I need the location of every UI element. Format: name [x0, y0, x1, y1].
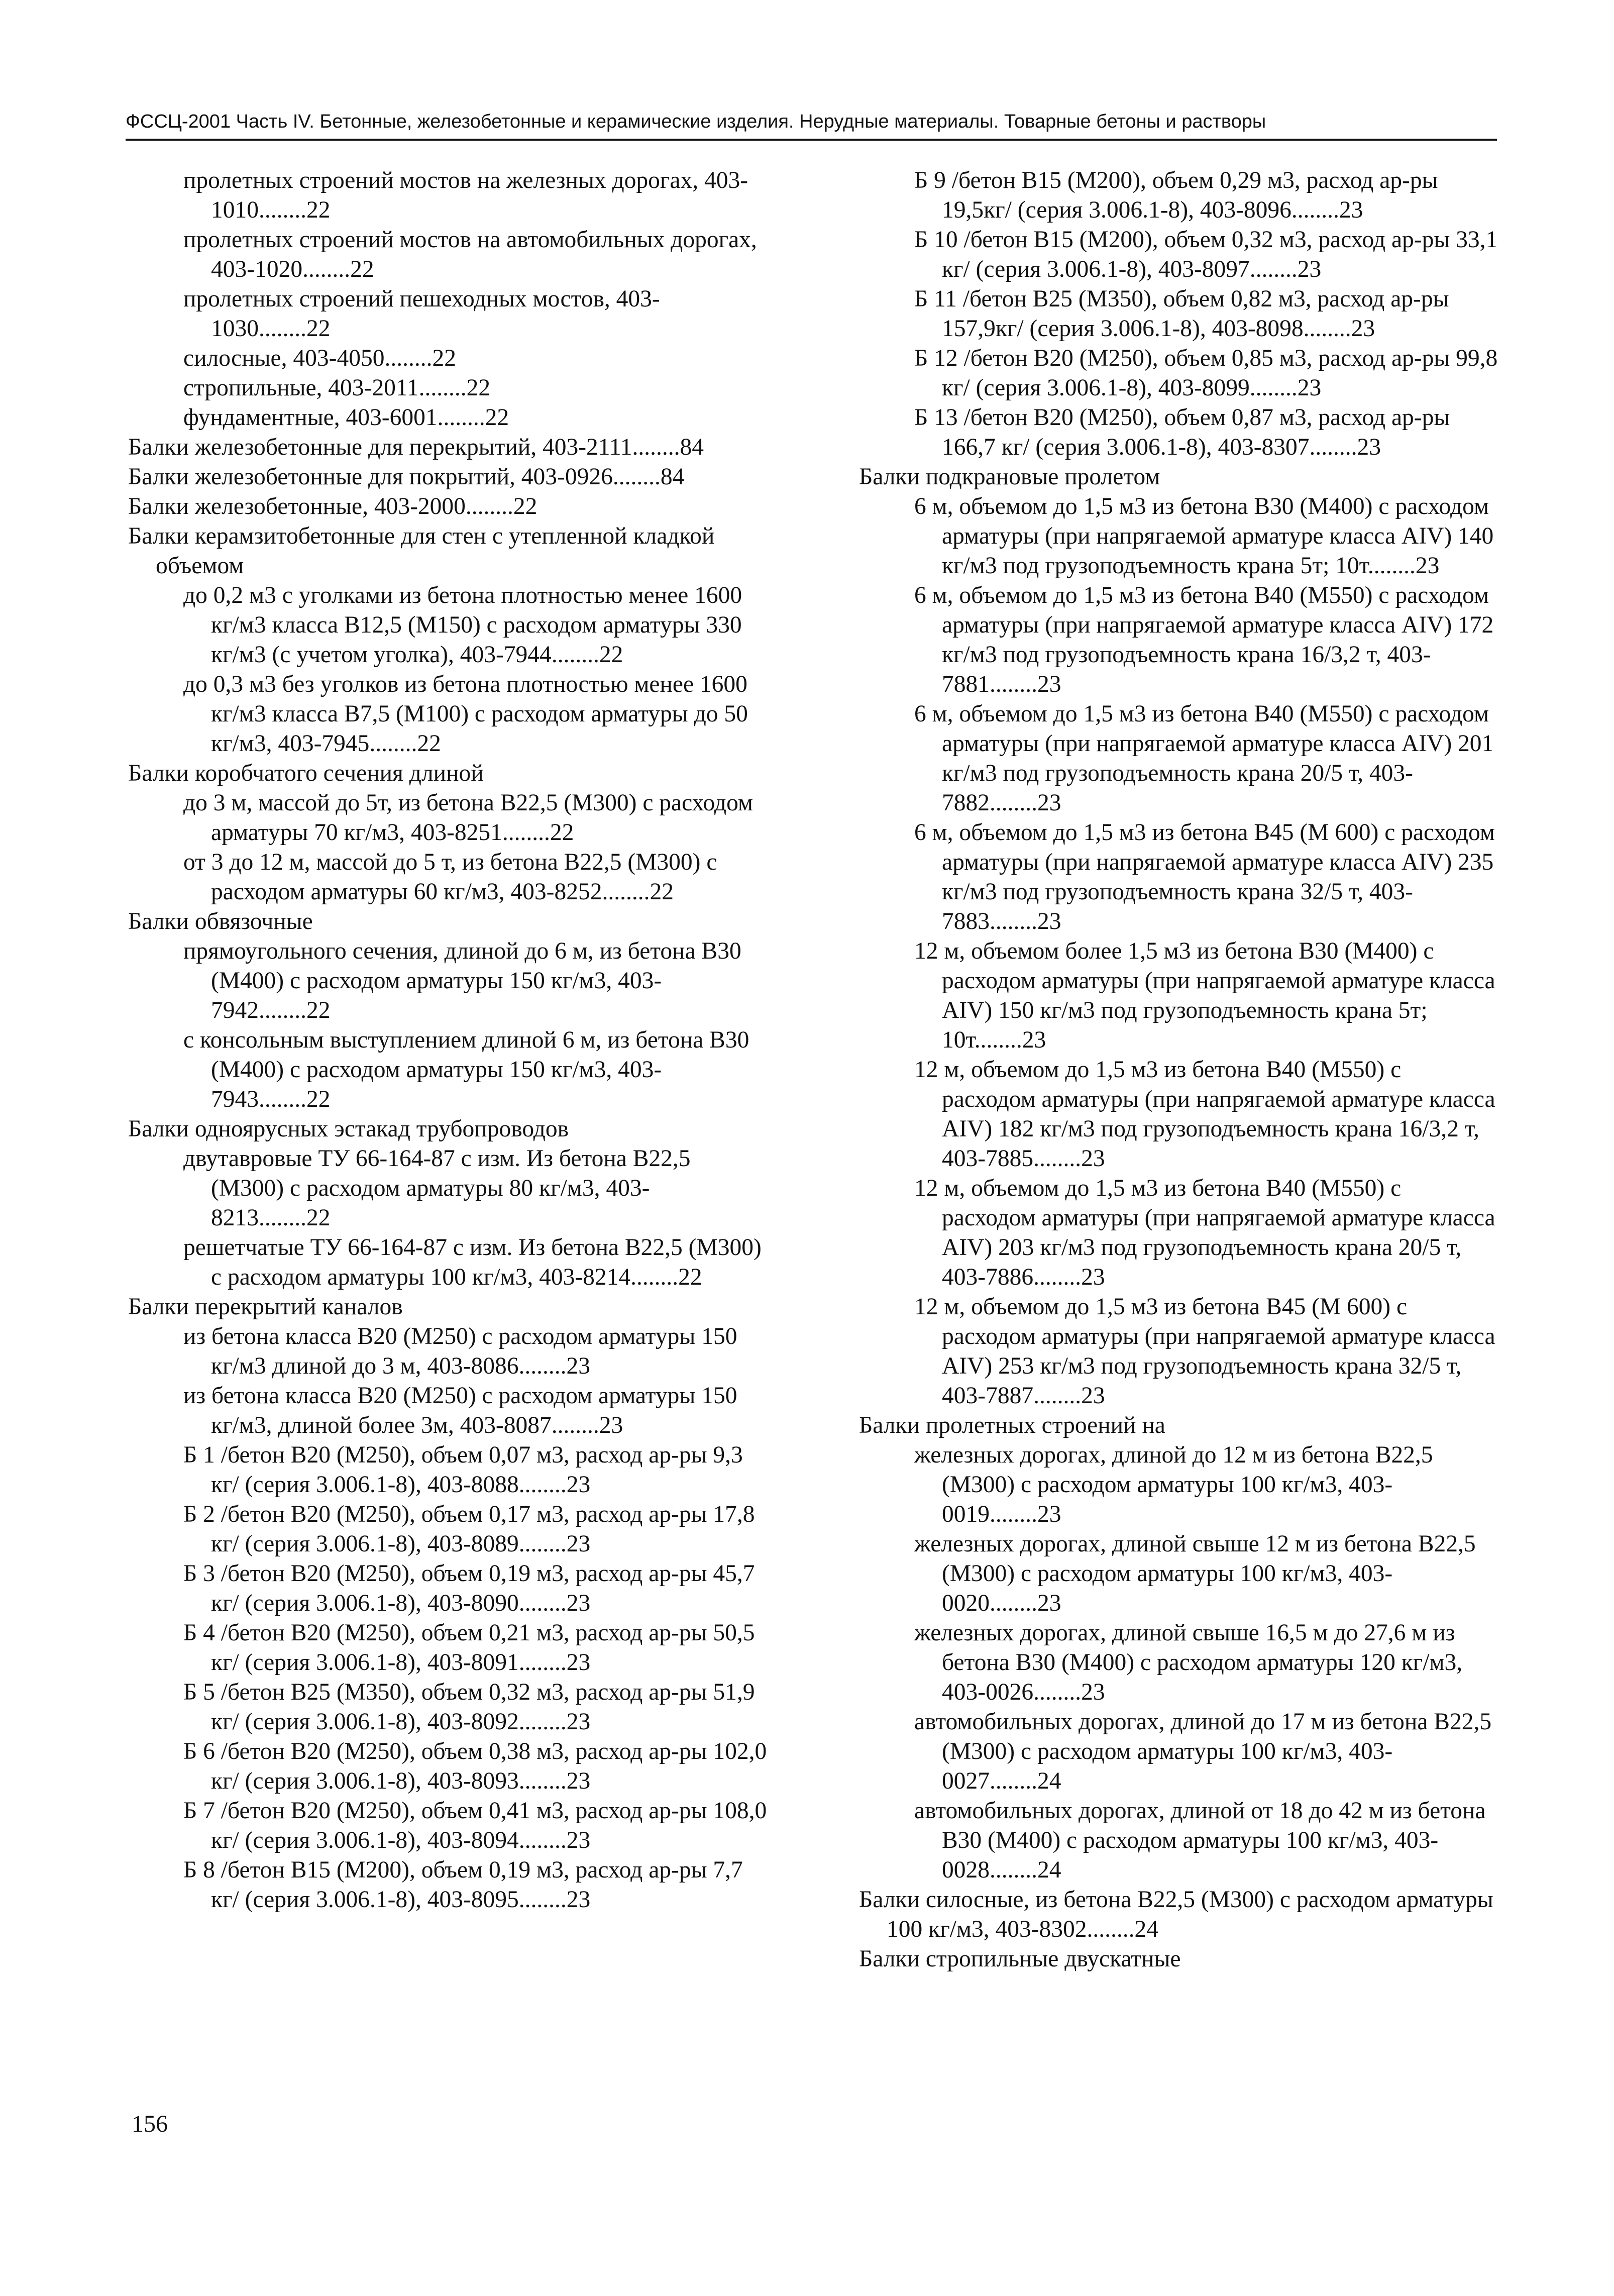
entry-text: Балки коробчатого сечения длиной [128, 760, 484, 786]
entry-page-number: 23 [1297, 375, 1322, 401]
entry-page-number: 23 [1081, 1264, 1105, 1290]
dot-leader: ........ [602, 879, 650, 905]
entry-page-number: 23 [566, 1472, 591, 1498]
index-entry [128, 788, 769, 848]
dot-leader: ........ [632, 434, 680, 460]
page-number: 156 [132, 2111, 168, 2137]
entry-page-number: 23 [1037, 790, 1061, 816]
index-entry [859, 1411, 1499, 1440]
index-entry [859, 166, 1499, 225]
dot-leader: ........ [518, 1472, 567, 1498]
entry-text: до 3 м, массой до 5т, из бетона В22,5 (М300) с расходом арматуры 70 кг/м3, 403-8251 [183, 790, 753, 846]
entry-text: с консольным выступлением длиной 6 м, из бетона В30 (М400) с расходом арматуры 150 кг/м3, 403-7943 [183, 1027, 749, 1112]
entry-text: из бетона класса В20 (М250) с расходом арматуры 150 кг/м3, длиной более 3м, 403-8087 [183, 1383, 737, 1438]
entry-page-number: 22 [466, 375, 491, 401]
entry-page-number: 23 [566, 1827, 591, 1853]
index-entry [128, 936, 769, 1025]
entry-page-number: 23 [566, 1531, 591, 1557]
dot-leader: ........ [1033, 1679, 1082, 1705]
dot-leader: ........ [518, 1531, 567, 1557]
dot-leader: ........ [369, 730, 417, 757]
entry-text: 12 м, объемом до 1,5 м3 из бетона В40 (М550) с расходом арматуры (при напрягаемой арматуре класса AIV) 182 кг/м3 под грузоподъемность крана 16/3,2 т, 403-7885 [914, 1057, 1495, 1172]
index-entry [128, 462, 769, 492]
index-entry [128, 907, 769, 936]
dot-leader: ........ [974, 1027, 1022, 1053]
dot-leader: ........ [1291, 197, 1339, 223]
index-entry [128, 166, 769, 225]
entry-text: 6 м, объемом до 1,5 м3 из бетона В45 (М 600) с расходом арматуры (при напрягаемой арматуре класса AIV) 235 кг/м3 под грузоподъемность крана 32/5 т, 403-7883 [914, 819, 1495, 934]
dot-leader: ........ [259, 1205, 306, 1231]
index-entry [128, 344, 769, 373]
dot-leader: ........ [630, 1264, 679, 1290]
dot-leader: ........ [518, 1649, 567, 1676]
entry-text: Б 4 /бетон В20 (М250), объем 0,21 м3, расход ар-ры 50,5 кг/ (серия 3.006.1-8), 403-8091 [183, 1620, 755, 1676]
entry-text: пролетных строений пешеходных мостов, 403-1030 [183, 286, 660, 342]
index-entry [859, 344, 1499, 403]
dot-leader: ........ [518, 1887, 567, 1913]
index-entry [128, 1322, 769, 1381]
entry-text: Б 9 /бетон В15 (М200), объем 0,29 м3, расход ар-ры 19,5кг/ (серия 3.006.1-8), 403-8096 [914, 167, 1438, 223]
entry-text: Б 7 /бетон В20 (М250), объем 0,41 м3, расход ар-ры 108,0 кг/ (серия 3.006.1-8), 403-8094 [183, 1798, 767, 1853]
index-entry [128, 1233, 769, 1292]
dot-leader: ........ [1249, 375, 1298, 401]
entry-page-number: 23 [1037, 1501, 1061, 1527]
entry-text: решетчатые ТУ 66-164-87 с изм. Из бетона В22,5 (М300) с расходом арматуры 100 кг/м3, 403-8214 [183, 1234, 762, 1290]
dot-leader: ........ [990, 671, 1037, 697]
dot-leader: ........ [502, 819, 550, 846]
index-entry [128, 1500, 769, 1559]
dot-leader: ........ [465, 493, 513, 519]
dot-leader: ........ [1309, 434, 1357, 460]
index-entry [859, 403, 1499, 462]
running-header: ФССЦ-2001 Часть IV. Бетонные, железобетонные и керамические изделия. Нерудные материалы. Товарные бетоны и растворы [126, 111, 1266, 132]
entry-text: Балки обвязочные [128, 908, 313, 934]
dot-leader: ........ [518, 1768, 567, 1794]
entry-page-number: 22 [599, 642, 623, 668]
entry-page-number: 22 [513, 493, 537, 519]
entry-text: 6 м, объемом до 1,5 м3 из бетона В40 (М550) с расходом арматуры (при напрягаемой арматуре класса AIV) 172 кг/м3 под грузоподъемность крана 16/3,2 т, 403-7881 [914, 582, 1494, 697]
entry-page-number: 23 [1081, 1145, 1105, 1172]
entry-text: железных дорогах, длиной свыше 12 м из бетона В22,5 (М300) с расходом арматуры 100 кг/м3, 403-0020 [914, 1531, 1476, 1616]
dot-leader: ........ [384, 345, 433, 371]
dot-leader: ........ [418, 375, 467, 401]
index-entry [859, 284, 1499, 344]
entry-page-number: 23 [1357, 434, 1381, 460]
dot-leader: ........ [518, 1709, 567, 1735]
index-entry [128, 670, 769, 759]
index-entry [128, 1114, 769, 1144]
entry-text: Балки железобетонные для перекрытий, 403-2111 [128, 434, 632, 460]
index-entry [128, 1796, 769, 1855]
index-entry [859, 1885, 1499, 1944]
index-entry [128, 1559, 769, 1618]
entry-page-number: 23 [1415, 553, 1440, 579]
entry-page-number: 22 [432, 345, 456, 371]
index-entry [859, 462, 1499, 492]
dot-leader: ........ [990, 1857, 1037, 1883]
entry-text: Б 2 /бетон В20 (М250), объем 0,17 м3, расход ар-ры 17,8 кг/ (серия 3.006.1-8), 403-8089 [183, 1501, 755, 1557]
dot-leader: ........ [518, 1590, 567, 1616]
entry-page-number: 23 [566, 1353, 590, 1379]
entry-page-number: 23 [566, 1590, 591, 1616]
entry-text: пролетных строений мостов на железных дорогах, 403-1010 [183, 167, 748, 223]
entry-text: Б 1 /бетон В20 (М250), объем 0,07 м3, расход ар-ры 9,3 кг/ (серия 3.006.1-8), 403-8088 [183, 1442, 743, 1498]
entry-page-number: 23 [1081, 1679, 1105, 1705]
entry-page-number: 23 [1037, 1590, 1061, 1616]
dot-leader: ........ [551, 642, 599, 668]
dot-leader: ........ [612, 464, 661, 490]
entry-page-number: 23 [1081, 1383, 1105, 1409]
index-entry [128, 759, 769, 788]
index-entry [859, 225, 1499, 284]
entry-page-number: 24 [1037, 1857, 1061, 1883]
entry-text: 12 м, объемом до 1,5 м3 из бетона В45 (М 600) с расходом арматуры (при напрягаемой арматуре класса AIV) 253 кг/м3 под грузоподъемность крана 32/5 т, 403-7887 [914, 1294, 1495, 1409]
entry-page-number: 84 [680, 434, 704, 460]
dot-leader: ........ [551, 1412, 599, 1438]
index-entry [859, 1440, 1499, 1529]
entry-page-number: 22 [306, 997, 331, 1023]
dot-leader: ........ [990, 1768, 1037, 1794]
dot-leader: ........ [1087, 1916, 1135, 1942]
entry-page-number: 84 [660, 464, 685, 490]
entry-text: Балки железобетонные, 403-2000 [128, 493, 466, 519]
dot-leader: ........ [1033, 1383, 1082, 1409]
dot-leader: ........ [1033, 1145, 1082, 1172]
entry-page-number: 23 [599, 1412, 623, 1438]
index-entry [859, 1707, 1499, 1796]
index-entry [859, 1618, 1499, 1707]
index-entry [128, 284, 769, 344]
index-entry [128, 581, 769, 670]
entry-text: автомобильных дорогах, длиной до 17 м из бетона В22,5 (М300) с расходом арматуры 100 кг/м3, 403-0027 [914, 1709, 1492, 1794]
index-entry [128, 1678, 769, 1737]
index-entry [128, 1381, 769, 1440]
index-entry [128, 1292, 769, 1322]
entry-page-number: 22 [306, 1205, 331, 1231]
entry-text: Балки перекрытий каналов [128, 1294, 403, 1320]
entry-text: стропильные, 403-2011 [183, 375, 419, 401]
dot-leader: ........ [302, 256, 351, 282]
entry-page-number: 23 [1339, 197, 1363, 223]
entry-page-number: 23 [566, 1887, 591, 1913]
entry-text: Балки одноярусных эстакад трубопроводов [128, 1116, 569, 1142]
index-entry [859, 1796, 1499, 1885]
entry-page-number: 22 [417, 730, 441, 757]
entry-page-number: 23 [566, 1768, 591, 1794]
entry-page-number: 22 [306, 316, 331, 342]
index-entry [128, 225, 769, 284]
dot-leader: ........ [1367, 553, 1416, 579]
entry-page-number: 23 [1297, 256, 1322, 282]
entry-page-number: 24 [1134, 1916, 1159, 1942]
entry-page-number: 22 [678, 1264, 702, 1290]
index-entry [128, 373, 769, 403]
entry-text: Б 3 /бетон В20 (М250), объем 0,19 м3, расход ар-ры 45,7 кг/ (серия 3.006.1-8), 403-8090 [183, 1560, 755, 1616]
index-entry [128, 521, 769, 581]
dot-leader: ........ [259, 1086, 306, 1112]
index-entry [128, 1440, 769, 1500]
index-entry [128, 1737, 769, 1796]
index-entry [128, 1618, 769, 1678]
entry-text: 6 м, объемом до 1,5 м3 из бетона В30 (М400) с расходом арматуры (при напрягаемой арматуре класса AIV) 140 кг/м3 под грузоподъемность крана 5т; 10т [914, 493, 1494, 579]
index-entry [859, 699, 1499, 818]
entry-text: Балки пролетных строений на [859, 1412, 1165, 1438]
entry-text: до 0,2 м3 с уголками из бетона плотностью менее 1600 кг/м3 класса В12,5 (М150) с расходом арматуры 330 кг/м3 (с учетом уголка), 403-7944 [183, 582, 742, 668]
index-entry [859, 581, 1499, 699]
header-rule [126, 139, 1497, 141]
index-entry [128, 1144, 769, 1233]
dot-leader: ........ [1249, 256, 1298, 282]
dot-leader: ........ [437, 404, 485, 431]
index-entry [128, 848, 769, 907]
entry-text: 12 м, объемом до 1,5 м3 из бетона В40 (М550) с расходом арматуры (при напрягаемой арматуре класса AIV) 203 кг/м3 под грузоподъемность крана 20/5 т, 403-7886 [914, 1175, 1495, 1290]
dot-leader: ........ [259, 316, 306, 342]
index-column-right [859, 166, 1499, 1974]
index-entry [859, 492, 1499, 581]
entry-text: пролетных строений мостов на автомобильных дорогах, 403-1020 [183, 227, 757, 282]
entry-text: фундаментные, 403-6001 [183, 404, 438, 431]
entry-text: Балки керамзитобетонные для стен с утепленной кладкой объемом [128, 523, 715, 579]
entry-page-number: 24 [1037, 1768, 1061, 1794]
entry-text: Балки железобетонные для покрытий, 403-0926 [128, 464, 613, 490]
entry-text: двутавровые ТУ 66-164-87 с изм. Из бетона В22,5 (М300) с расходом арматуры 80 кг/м3, 403-8213 [183, 1145, 691, 1231]
entry-text: железных дорогах, длиной до 12 м из бетона В22,5 (М300) с расходом арматуры 100 кг/м3, 403-0019 [914, 1442, 1433, 1527]
entry-page-number: 22 [350, 256, 374, 282]
entry-text: прямоугольного сечения, длиной до 6 м, из бетона В30 (М400) с расходом арматуры 150 кг/м3, 403-7942 [183, 938, 741, 1023]
index-entry [859, 936, 1499, 1055]
entry-page-number: 23 [1037, 671, 1061, 697]
dot-leader: ........ [518, 1827, 567, 1853]
index-entry [859, 1174, 1499, 1292]
dot-leader: ........ [990, 1590, 1037, 1616]
entry-text: Б 8 /бетон В15 (М200), объем 0,19 м3, расход ар-ры 7,7 кг/ (серия 3.006.1-8), 403-8095 [183, 1857, 743, 1913]
entry-text: Балки силосные, из бетона В22,5 (М300) с расходом арматуры 100 кг/м3, 403-8302 [859, 1887, 1493, 1942]
entry-page-number: 22 [485, 404, 509, 431]
entry-text: Б 6 /бетон В20 (М250), объем 0,38 м3, расход ар-ры 102,0 кг/ (серия 3.006.1-8), 403-8093 [183, 1738, 767, 1794]
index-entry [859, 1292, 1499, 1411]
entry-page-number: 23 [1022, 1027, 1046, 1053]
entry-text: Б 13 /бетон В20 (М250), объем 0,87 м3, расход ар-ры 166,7 кг/ (серия 3.006.1-8), 403-8307 [914, 404, 1450, 460]
dot-leader: ........ [990, 790, 1037, 816]
entry-text: из бетона класса В20 (М250) с расходом арматуры 150 кг/м3 длиной до 3 м, 403-8086 [183, 1323, 737, 1379]
dot-leader: ........ [518, 1353, 567, 1379]
entry-text: до 0,3 м3 без уголков из бетона плотностью менее 1600 кг/м3 класса В7,5 (М100) с расходом арматуры до 50 кг/м3, 403-7945 [183, 671, 748, 757]
index-entry [128, 492, 769, 521]
index-column-left [128, 166, 769, 1915]
index-entry [128, 403, 769, 433]
entry-text: силосные, 403-4050 [183, 345, 385, 371]
entry-text: железных дорогах, длиной свыше 16,5 м до 27,6 м из бетона В30 (М400) с расходом арматуры 120 кг/м3, 403-0026 [914, 1620, 1463, 1705]
index-entry [859, 1529, 1499, 1618]
index-entry [128, 433, 769, 462]
entry-page-number: 22 [550, 819, 574, 846]
index-entry [128, 1855, 769, 1915]
entry-text: от 3 до 12 м, массой до 5 т, из бетона В22,5 (М300) с расходом арматуры 60 кг/м3, 403-8252 [183, 849, 717, 905]
entry-text: Балки стропильные двускатные [859, 1946, 1181, 1972]
entry-text: 6 м, объемом до 1,5 м3 из бетона В40 (М550) с расходом арматуры (при напрягаемой арматуре класса AIV) 201 кг/м3 под грузоподъемность крана 20/5 т, 403-7882 [914, 701, 1494, 816]
entry-text: Б 12 /бетон В20 (М250), объем 0,85 м3, расход ар-ры 99,8 кг/ (серия 3.006.1-8), 403-8099 [914, 345, 1498, 401]
index-entry [859, 1055, 1499, 1174]
index-entry [128, 1025, 769, 1114]
entry-text: Б 10 /бетон В15 (М200), объем 0,32 м3, расход ар-ры 33,1 кг/ (серия 3.006.1-8), 403-8097 [914, 227, 1498, 282]
entry-text: автомобильных дорогах, длиной от 18 до 42 м из бетона В30 (М400) с расходом арматуры 100 кг/м3, 403-0028 [914, 1798, 1486, 1883]
entry-text: Б 5 /бетон В25 (М350), объем 0,32 м3, расход ар-ры 51,9 кг/ (серия 3.006.1-8), 403-8092 [183, 1679, 755, 1735]
entry-text: Балки подкрановые пролетом [859, 464, 1160, 490]
entry-page-number: 23 [566, 1709, 591, 1735]
dot-leader: ........ [990, 908, 1037, 934]
entry-page-number: 22 [650, 879, 674, 905]
entry-text: 12 м, объемом более 1,5 м3 из бетона В30 (М400) с расходом арматуры (при напрягаемой арматуре класса AIV) 150 кг/м3 под грузоподъемность крана 5т; 10т [914, 938, 1495, 1053]
entry-page-number: 23 [566, 1649, 591, 1676]
dot-leader: ........ [259, 997, 306, 1023]
dot-leader: ........ [1303, 316, 1351, 342]
entry-page-number: 23 [1037, 908, 1061, 934]
index-entry [859, 1944, 1499, 1974]
entry-page-number: 22 [306, 197, 331, 223]
entry-text: Б 11 /бетон В25 (М350), объем 0,82 м3, расход ар-ры 157,9кг/ (серия 3.006.1-8), 403-8098 [914, 286, 1449, 342]
index-entry [859, 818, 1499, 936]
entry-page-number: 23 [1351, 316, 1375, 342]
dot-leader: ........ [1033, 1264, 1082, 1290]
entry-page-number: 22 [306, 1086, 331, 1112]
dot-leader: ........ [259, 197, 306, 223]
dot-leader: ........ [990, 1501, 1037, 1527]
